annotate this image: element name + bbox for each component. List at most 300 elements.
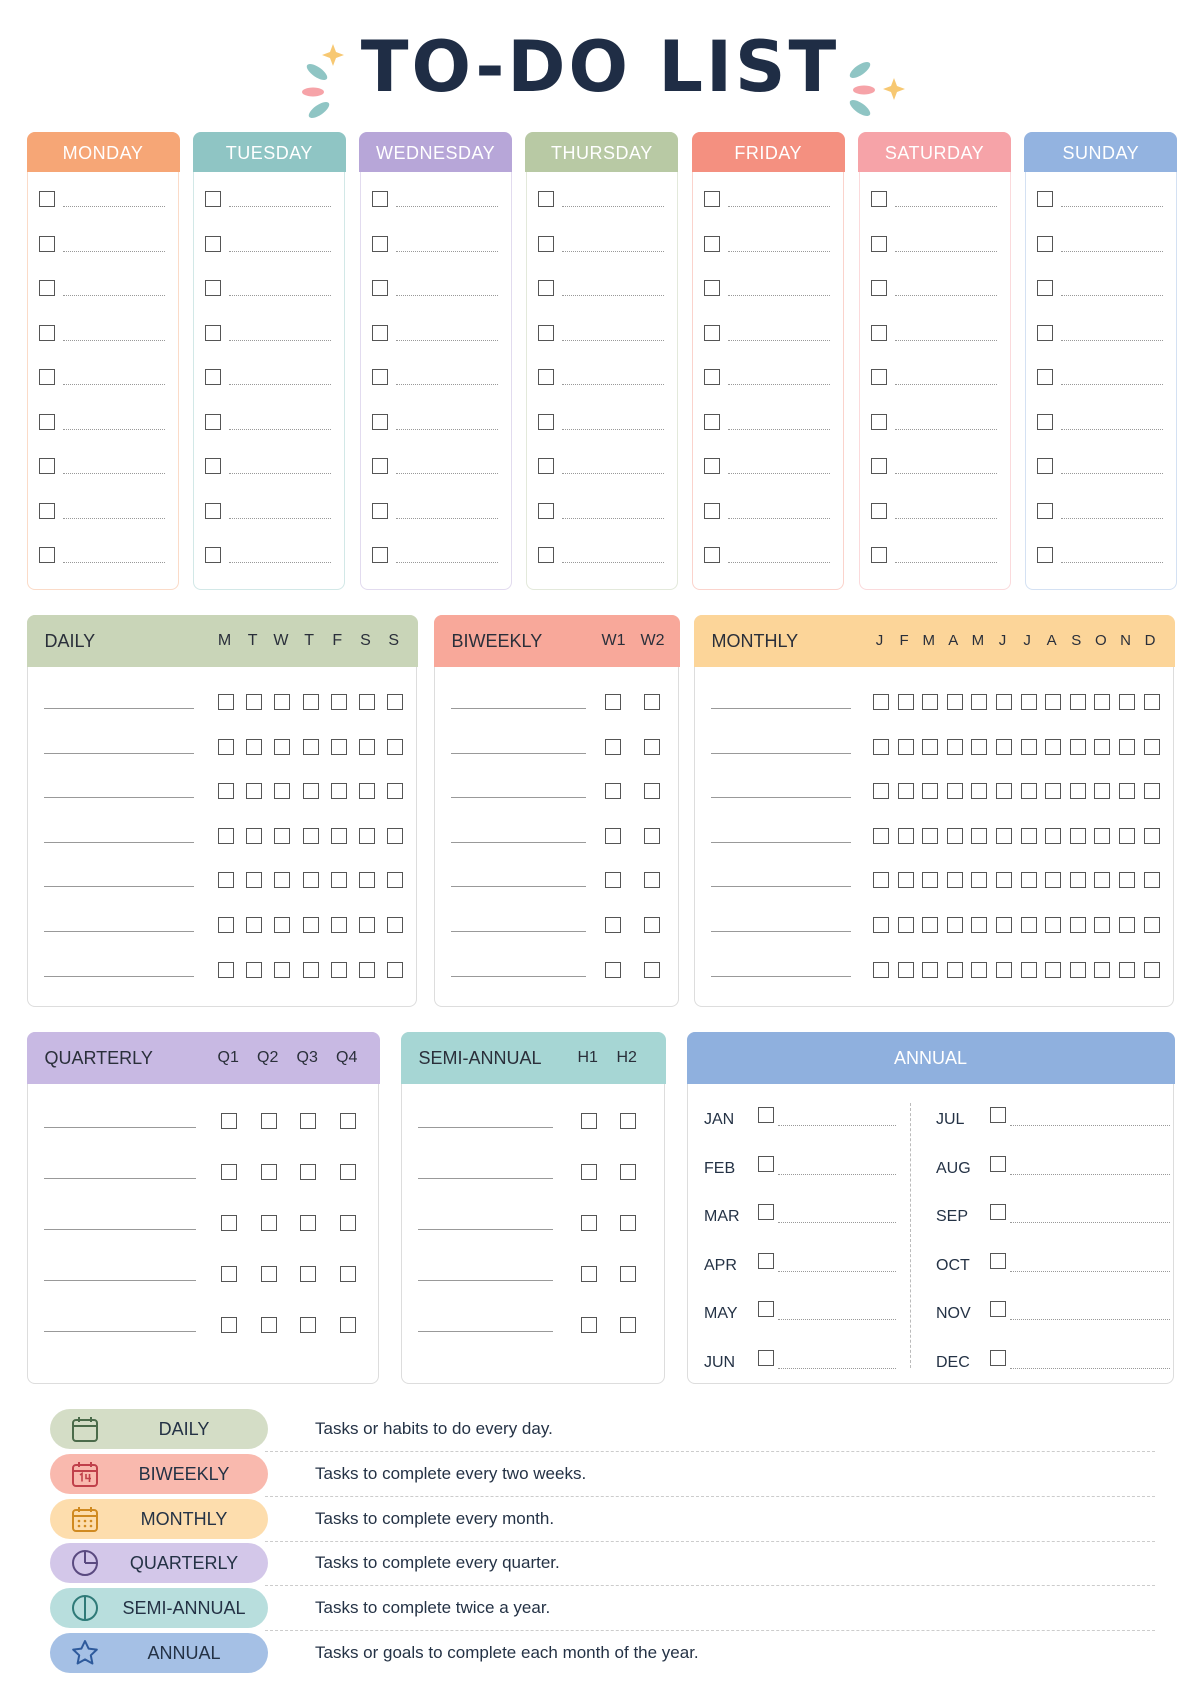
monthly-checkbox[interactable] <box>922 783 938 799</box>
annual-task-line[interactable] <box>778 1271 896 1272</box>
monthly-checkbox[interactable] <box>1045 962 1061 978</box>
task-line[interactable] <box>562 295 664 296</box>
daily-checkbox[interactable] <box>359 917 375 933</box>
quarterly-checkbox[interactable] <box>340 1215 356 1231</box>
task-checkbox[interactable] <box>871 236 887 252</box>
task-checkbox[interactable] <box>372 458 388 474</box>
task-line[interactable] <box>1061 206 1163 207</box>
monthly-checkbox[interactable] <box>947 783 963 799</box>
daily-checkbox[interactable] <box>359 872 375 888</box>
monthly-checkbox[interactable] <box>873 828 889 844</box>
monthly-checkbox[interactable] <box>971 828 987 844</box>
task-line[interactable] <box>728 340 830 341</box>
task-line[interactable] <box>1061 251 1163 252</box>
monthly-checkbox[interactable] <box>1119 694 1135 710</box>
task-line[interactable] <box>1061 295 1163 296</box>
monthly-checkbox[interactable] <box>1045 828 1061 844</box>
daily-checkbox[interactable] <box>218 694 234 710</box>
task-checkbox[interactable] <box>871 280 887 296</box>
quarterly-checkbox[interactable] <box>221 1317 237 1333</box>
monthly-checkbox[interactable] <box>1094 828 1110 844</box>
task-checkbox[interactable] <box>704 236 720 252</box>
annual-task-line[interactable] <box>778 1174 896 1175</box>
annual-checkbox[interactable] <box>990 1253 1006 1269</box>
task-checkbox[interactable] <box>538 458 554 474</box>
monthly-checkbox[interactable] <box>873 872 889 888</box>
task-line[interactable] <box>44 1331 196 1332</box>
annual-checkbox[interactable] <box>990 1350 1006 1366</box>
daily-checkbox[interactable] <box>274 739 290 755</box>
daily-checkbox[interactable] <box>218 739 234 755</box>
task-checkbox[interactable] <box>372 191 388 207</box>
task-line[interactable] <box>44 976 194 977</box>
task-line[interactable] <box>396 562 498 563</box>
task-checkbox[interactable] <box>205 458 221 474</box>
task-checkbox[interactable] <box>538 369 554 385</box>
monthly-checkbox[interactable] <box>1070 828 1086 844</box>
biweekly-checkbox[interactable] <box>644 828 660 844</box>
quarterly-checkbox[interactable] <box>221 1113 237 1129</box>
daily-checkbox[interactable] <box>303 783 319 799</box>
task-checkbox[interactable] <box>704 503 720 519</box>
task-line[interactable] <box>451 842 586 843</box>
task-line[interactable] <box>418 1178 553 1179</box>
daily-checkbox[interactable] <box>246 739 262 755</box>
task-line[interactable] <box>1061 518 1163 519</box>
task-line[interactable] <box>895 251 997 252</box>
task-checkbox[interactable] <box>39 503 55 519</box>
daily-checkbox[interactable] <box>359 962 375 978</box>
monthly-checkbox[interactable] <box>873 917 889 933</box>
monthly-checkbox[interactable] <box>898 739 914 755</box>
task-line[interactable] <box>895 340 997 341</box>
task-checkbox[interactable] <box>205 191 221 207</box>
quarterly-checkbox[interactable] <box>340 1266 356 1282</box>
task-line[interactable] <box>711 931 851 932</box>
monthly-checkbox[interactable] <box>1070 872 1086 888</box>
task-line[interactable] <box>396 429 498 430</box>
daily-checkbox[interactable] <box>218 917 234 933</box>
monthly-checkbox[interactable] <box>971 962 987 978</box>
task-checkbox[interactable] <box>1037 369 1053 385</box>
monthly-checkbox[interactable] <box>922 828 938 844</box>
monthly-checkbox[interactable] <box>1070 917 1086 933</box>
monthly-checkbox[interactable] <box>898 872 914 888</box>
task-line[interactable] <box>63 384 165 385</box>
task-checkbox[interactable] <box>871 414 887 430</box>
monthly-checkbox[interactable] <box>996 962 1012 978</box>
task-line[interactable] <box>229 473 331 474</box>
annual-checkbox[interactable] <box>758 1156 774 1172</box>
task-line[interactable] <box>895 206 997 207</box>
monthly-checkbox[interactable] <box>1045 872 1061 888</box>
daily-checkbox[interactable] <box>387 739 403 755</box>
monthly-checkbox[interactable] <box>898 828 914 844</box>
annual-task-line[interactable] <box>1010 1125 1170 1126</box>
task-checkbox[interactable] <box>39 236 55 252</box>
biweekly-checkbox[interactable] <box>644 783 660 799</box>
daily-checkbox[interactable] <box>387 962 403 978</box>
task-line[interactable] <box>728 384 830 385</box>
task-line[interactable] <box>418 1127 553 1128</box>
task-checkbox[interactable] <box>1037 414 1053 430</box>
quarterly-checkbox[interactable] <box>221 1215 237 1231</box>
annual-task-line[interactable] <box>1010 1222 1170 1223</box>
task-line[interactable] <box>44 1178 196 1179</box>
daily-checkbox[interactable] <box>246 828 262 844</box>
semi_annual-checkbox[interactable] <box>581 1266 597 1282</box>
monthly-checkbox[interactable] <box>1144 872 1160 888</box>
task-line[interactable] <box>396 251 498 252</box>
daily-checkbox[interactable] <box>387 828 403 844</box>
monthly-checkbox[interactable] <box>1094 783 1110 799</box>
monthly-checkbox[interactable] <box>922 872 938 888</box>
monthly-checkbox[interactable] <box>1144 962 1160 978</box>
monthly-checkbox[interactable] <box>922 694 938 710</box>
biweekly-checkbox[interactable] <box>605 962 621 978</box>
monthly-checkbox[interactable] <box>1021 783 1037 799</box>
task-line[interactable] <box>396 384 498 385</box>
task-checkbox[interactable] <box>205 369 221 385</box>
task-checkbox[interactable] <box>1037 325 1053 341</box>
task-line[interactable] <box>396 206 498 207</box>
monthly-checkbox[interactable] <box>1144 694 1160 710</box>
monthly-checkbox[interactable] <box>1045 917 1061 933</box>
task-checkbox[interactable] <box>871 503 887 519</box>
monthly-checkbox[interactable] <box>922 917 938 933</box>
daily-checkbox[interactable] <box>359 783 375 799</box>
monthly-checkbox[interactable] <box>873 694 889 710</box>
task-line[interactable] <box>229 206 331 207</box>
monthly-checkbox[interactable] <box>898 917 914 933</box>
monthly-checkbox[interactable] <box>1070 739 1086 755</box>
quarterly-checkbox[interactable] <box>300 1113 316 1129</box>
daily-checkbox[interactable] <box>274 694 290 710</box>
task-line[interactable] <box>1061 384 1163 385</box>
daily-checkbox[interactable] <box>274 783 290 799</box>
task-checkbox[interactable] <box>704 280 720 296</box>
task-line[interactable] <box>728 251 830 252</box>
task-line[interactable] <box>418 1280 553 1281</box>
monthly-checkbox[interactable] <box>971 694 987 710</box>
monthly-checkbox[interactable] <box>947 739 963 755</box>
quarterly-checkbox[interactable] <box>261 1317 277 1333</box>
task-checkbox[interactable] <box>205 503 221 519</box>
task-line[interactable] <box>229 384 331 385</box>
monthly-checkbox[interactable] <box>971 872 987 888</box>
monthly-checkbox[interactable] <box>1094 739 1110 755</box>
task-line[interactable] <box>562 384 664 385</box>
task-line[interactable] <box>711 708 851 709</box>
annual-task-line[interactable] <box>1010 1368 1170 1369</box>
monthly-checkbox[interactable] <box>1144 739 1160 755</box>
task-line[interactable] <box>44 1229 196 1230</box>
task-checkbox[interactable] <box>39 414 55 430</box>
daily-checkbox[interactable] <box>331 917 347 933</box>
quarterly-checkbox[interactable] <box>261 1113 277 1129</box>
task-checkbox[interactable] <box>372 280 388 296</box>
daily-checkbox[interactable] <box>246 917 262 933</box>
annual-checkbox[interactable] <box>758 1204 774 1220</box>
semi_annual-checkbox[interactable] <box>581 1317 597 1333</box>
task-checkbox[interactable] <box>871 369 887 385</box>
task-checkbox[interactable] <box>704 414 720 430</box>
task-checkbox[interactable] <box>538 503 554 519</box>
daily-checkbox[interactable] <box>387 872 403 888</box>
task-line[interactable] <box>711 976 851 977</box>
annual-checkbox[interactable] <box>758 1350 774 1366</box>
task-checkbox[interactable] <box>39 191 55 207</box>
daily-checkbox[interactable] <box>274 962 290 978</box>
task-checkbox[interactable] <box>1037 547 1053 563</box>
monthly-checkbox[interactable] <box>947 828 963 844</box>
task-line[interactable] <box>728 295 830 296</box>
monthly-checkbox[interactable] <box>996 828 1012 844</box>
daily-checkbox[interactable] <box>331 872 347 888</box>
task-line[interactable] <box>396 340 498 341</box>
quarterly-checkbox[interactable] <box>340 1164 356 1180</box>
monthly-checkbox[interactable] <box>947 694 963 710</box>
biweekly-checkbox[interactable] <box>644 739 660 755</box>
monthly-checkbox[interactable] <box>1144 828 1160 844</box>
task-line[interactable] <box>711 842 851 843</box>
task-checkbox[interactable] <box>372 236 388 252</box>
quarterly-checkbox[interactable] <box>221 1266 237 1282</box>
biweekly-checkbox[interactable] <box>605 917 621 933</box>
task-line[interactable] <box>895 518 997 519</box>
semi_annual-checkbox[interactable] <box>620 1113 636 1129</box>
monthly-checkbox[interactable] <box>1119 962 1135 978</box>
monthly-checkbox[interactable] <box>996 783 1012 799</box>
monthly-checkbox[interactable] <box>996 739 1012 755</box>
task-line[interactable] <box>63 562 165 563</box>
task-line[interactable] <box>63 295 165 296</box>
monthly-checkbox[interactable] <box>898 783 914 799</box>
monthly-checkbox[interactable] <box>1094 872 1110 888</box>
task-checkbox[interactable] <box>39 280 55 296</box>
task-checkbox[interactable] <box>205 280 221 296</box>
task-checkbox[interactable] <box>39 458 55 474</box>
task-line[interactable] <box>44 886 194 887</box>
task-line[interactable] <box>562 473 664 474</box>
monthly-checkbox[interactable] <box>1144 917 1160 933</box>
quarterly-checkbox[interactable] <box>300 1317 316 1333</box>
monthly-checkbox[interactable] <box>1119 872 1135 888</box>
task-line[interactable] <box>451 753 586 754</box>
monthly-checkbox[interactable] <box>1021 917 1037 933</box>
task-line[interactable] <box>728 473 830 474</box>
daily-checkbox[interactable] <box>331 783 347 799</box>
monthly-checkbox[interactable] <box>971 917 987 933</box>
task-line[interactable] <box>1061 340 1163 341</box>
biweekly-checkbox[interactable] <box>605 739 621 755</box>
task-checkbox[interactable] <box>205 414 221 430</box>
monthly-checkbox[interactable] <box>1021 962 1037 978</box>
monthly-checkbox[interactable] <box>898 962 914 978</box>
monthly-checkbox[interactable] <box>1045 739 1061 755</box>
task-line[interactable] <box>418 1331 553 1332</box>
task-line[interactable] <box>229 251 331 252</box>
task-line[interactable] <box>562 251 664 252</box>
quarterly-checkbox[interactable] <box>300 1266 316 1282</box>
monthly-checkbox[interactable] <box>1094 694 1110 710</box>
task-checkbox[interactable] <box>39 547 55 563</box>
daily-checkbox[interactable] <box>218 783 234 799</box>
daily-checkbox[interactable] <box>246 694 262 710</box>
task-line[interactable] <box>396 518 498 519</box>
semi_annual-checkbox[interactable] <box>620 1317 636 1333</box>
monthly-checkbox[interactable] <box>996 694 1012 710</box>
semi_annual-checkbox[interactable] <box>620 1164 636 1180</box>
task-line[interactable] <box>229 340 331 341</box>
task-checkbox[interactable] <box>1037 458 1053 474</box>
task-checkbox[interactable] <box>538 280 554 296</box>
daily-checkbox[interactable] <box>387 917 403 933</box>
task-checkbox[interactable] <box>372 325 388 341</box>
biweekly-checkbox[interactable] <box>605 694 621 710</box>
task-line[interactable] <box>562 518 664 519</box>
quarterly-checkbox[interactable] <box>261 1266 277 1282</box>
monthly-checkbox[interactable] <box>971 739 987 755</box>
daily-checkbox[interactable] <box>218 828 234 844</box>
annual-checkbox[interactable] <box>758 1301 774 1317</box>
annual-checkbox[interactable] <box>758 1253 774 1269</box>
task-checkbox[interactable] <box>1037 280 1053 296</box>
annual-task-line[interactable] <box>1010 1174 1170 1175</box>
task-checkbox[interactable] <box>1037 236 1053 252</box>
annual-checkbox[interactable] <box>758 1107 774 1123</box>
monthly-checkbox[interactable] <box>1021 828 1037 844</box>
monthly-checkbox[interactable] <box>947 962 963 978</box>
task-line[interactable] <box>1061 562 1163 563</box>
annual-task-line[interactable] <box>778 1222 896 1223</box>
task-checkbox[interactable] <box>871 191 887 207</box>
daily-checkbox[interactable] <box>274 917 290 933</box>
daily-checkbox[interactable] <box>331 694 347 710</box>
daily-checkbox[interactable] <box>246 783 262 799</box>
daily-checkbox[interactable] <box>303 917 319 933</box>
task-line[interactable] <box>229 429 331 430</box>
daily-checkbox[interactable] <box>246 962 262 978</box>
task-line[interactable] <box>895 562 997 563</box>
biweekly-checkbox[interactable] <box>644 962 660 978</box>
monthly-checkbox[interactable] <box>1119 739 1135 755</box>
task-checkbox[interactable] <box>704 547 720 563</box>
task-line[interactable] <box>44 797 194 798</box>
monthly-checkbox[interactable] <box>922 962 938 978</box>
task-checkbox[interactable] <box>205 547 221 563</box>
task-line[interactable] <box>451 886 586 887</box>
monthly-checkbox[interactable] <box>1021 872 1037 888</box>
daily-checkbox[interactable] <box>303 962 319 978</box>
annual-task-line[interactable] <box>1010 1319 1170 1320</box>
task-checkbox[interactable] <box>39 325 55 341</box>
task-checkbox[interactable] <box>704 191 720 207</box>
task-checkbox[interactable] <box>372 503 388 519</box>
monthly-checkbox[interactable] <box>996 872 1012 888</box>
semi_annual-checkbox[interactable] <box>581 1164 597 1180</box>
semi_annual-checkbox[interactable] <box>581 1215 597 1231</box>
task-checkbox[interactable] <box>39 369 55 385</box>
daily-checkbox[interactable] <box>331 739 347 755</box>
task-line[interactable] <box>728 206 830 207</box>
task-line[interactable] <box>562 562 664 563</box>
monthly-checkbox[interactable] <box>1119 828 1135 844</box>
quarterly-checkbox[interactable] <box>340 1317 356 1333</box>
task-checkbox[interactable] <box>538 191 554 207</box>
monthly-checkbox[interactable] <box>947 917 963 933</box>
monthly-checkbox[interactable] <box>873 783 889 799</box>
task-checkbox[interactable] <box>538 236 554 252</box>
monthly-checkbox[interactable] <box>1070 694 1086 710</box>
task-checkbox[interactable] <box>1037 503 1053 519</box>
daily-checkbox[interactable] <box>246 872 262 888</box>
task-line[interactable] <box>728 429 830 430</box>
task-checkbox[interactable] <box>704 458 720 474</box>
task-checkbox[interactable] <box>372 369 388 385</box>
biweekly-checkbox[interactable] <box>605 783 621 799</box>
task-line[interactable] <box>44 931 194 932</box>
semi_annual-checkbox[interactable] <box>620 1266 636 1282</box>
task-line[interactable] <box>895 473 997 474</box>
quarterly-checkbox[interactable] <box>221 1164 237 1180</box>
annual-checkbox[interactable] <box>990 1204 1006 1220</box>
monthly-checkbox[interactable] <box>947 872 963 888</box>
daily-checkbox[interactable] <box>274 872 290 888</box>
task-checkbox[interactable] <box>372 547 388 563</box>
daily-checkbox[interactable] <box>359 739 375 755</box>
daily-checkbox[interactable] <box>331 962 347 978</box>
task-line[interactable] <box>396 473 498 474</box>
task-line[interactable] <box>895 295 997 296</box>
monthly-checkbox[interactable] <box>873 739 889 755</box>
task-line[interactable] <box>44 708 194 709</box>
task-line[interactable] <box>728 562 830 563</box>
daily-checkbox[interactable] <box>303 694 319 710</box>
daily-checkbox[interactable] <box>331 828 347 844</box>
task-line[interactable] <box>895 429 997 430</box>
task-line[interactable] <box>63 518 165 519</box>
quarterly-checkbox[interactable] <box>261 1164 277 1180</box>
semi_annual-checkbox[interactable] <box>581 1113 597 1129</box>
task-line[interactable] <box>63 206 165 207</box>
task-checkbox[interactable] <box>871 325 887 341</box>
daily-checkbox[interactable] <box>274 828 290 844</box>
task-line[interactable] <box>396 295 498 296</box>
task-line[interactable] <box>451 976 586 977</box>
task-checkbox[interactable] <box>205 325 221 341</box>
monthly-checkbox[interactable] <box>996 917 1012 933</box>
daily-checkbox[interactable] <box>218 872 234 888</box>
biweekly-checkbox[interactable] <box>644 872 660 888</box>
task-line[interactable] <box>63 251 165 252</box>
monthly-checkbox[interactable] <box>898 694 914 710</box>
task-line[interactable] <box>1061 429 1163 430</box>
daily-checkbox[interactable] <box>387 783 403 799</box>
monthly-checkbox[interactable] <box>1021 694 1037 710</box>
task-checkbox[interactable] <box>372 414 388 430</box>
monthly-checkbox[interactable] <box>922 739 938 755</box>
task-line[interactable] <box>229 295 331 296</box>
monthly-checkbox[interactable] <box>1021 739 1037 755</box>
task-line[interactable] <box>418 1229 553 1230</box>
monthly-checkbox[interactable] <box>971 783 987 799</box>
annual-task-line[interactable] <box>1010 1271 1170 1272</box>
monthly-checkbox[interactable] <box>1045 694 1061 710</box>
quarterly-checkbox[interactable] <box>340 1113 356 1129</box>
task-line[interactable] <box>562 206 664 207</box>
annual-task-line[interactable] <box>778 1125 896 1126</box>
